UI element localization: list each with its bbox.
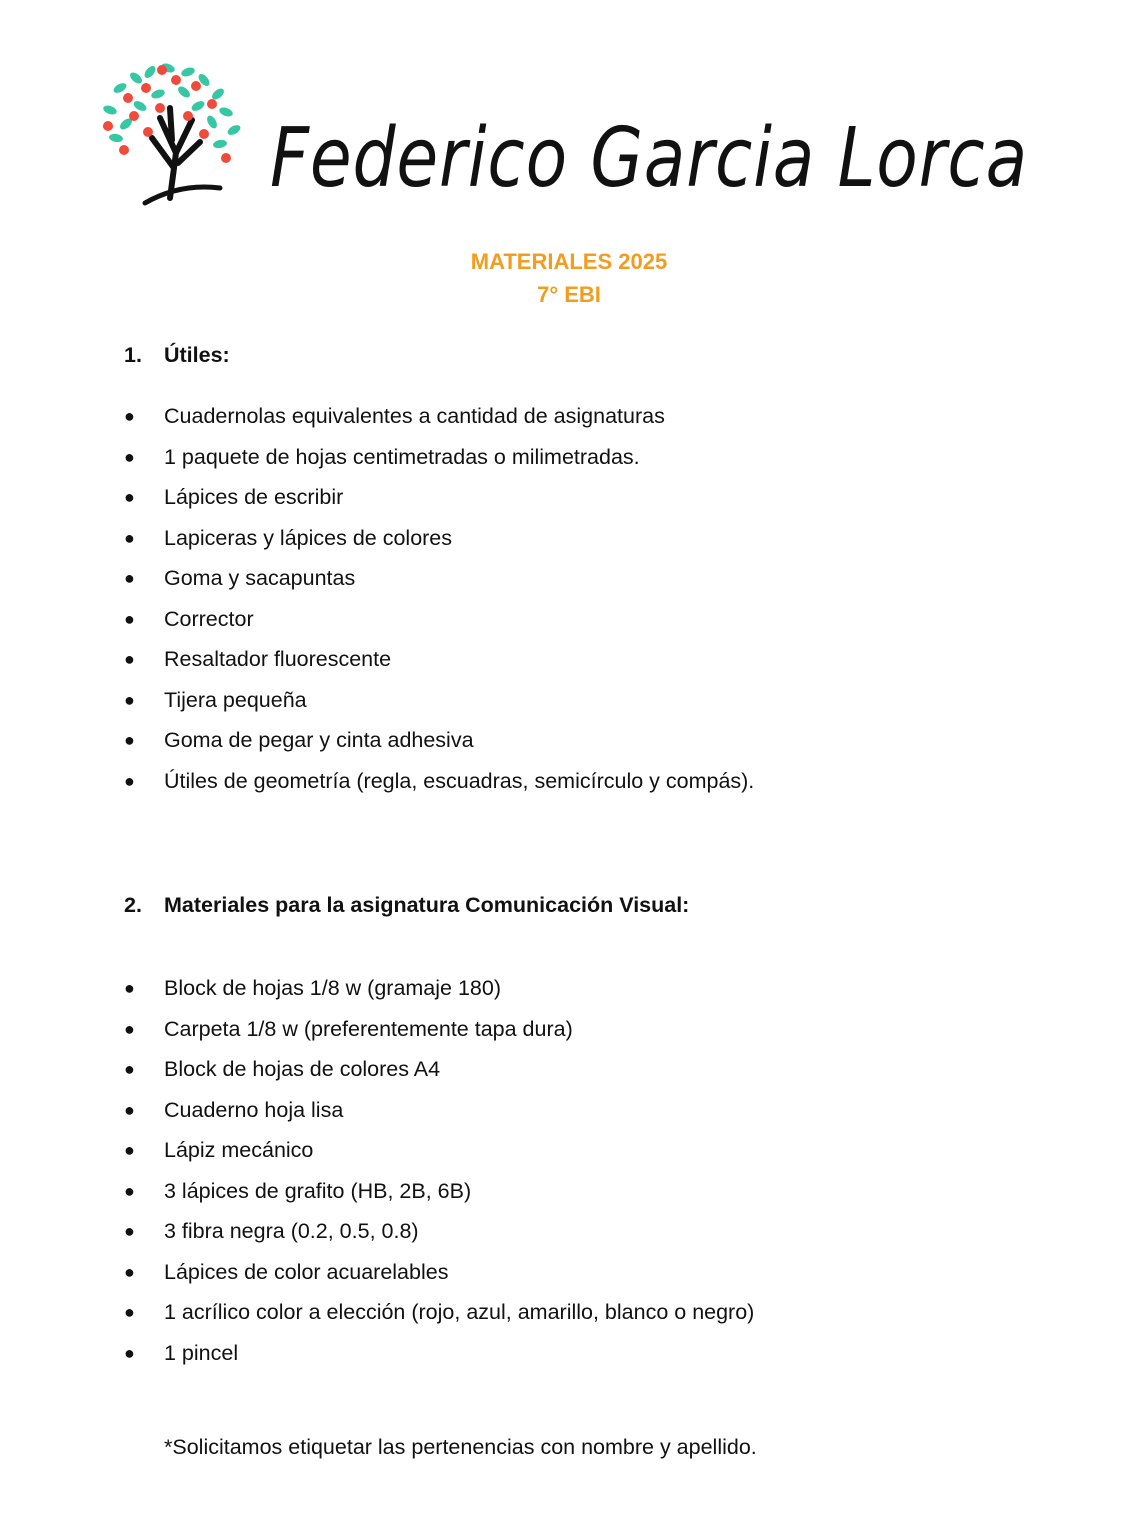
list-item: ● 1 pincel xyxy=(124,1338,754,1379)
list-item: ● Útiles de geometría (regla, escuadras, semicírculo y compás). xyxy=(124,766,754,807)
bullet-icon: ● xyxy=(124,487,135,507)
list-item: ● 1 acrílico color a elección (rojo, azul, amarillo, blanco o negro) xyxy=(124,1297,754,1338)
bullet-icon: ● xyxy=(124,568,135,588)
bullet-icon: ● xyxy=(124,608,135,629)
list-item: ● Resaltador fluorescente xyxy=(124,644,754,685)
bullet-icon: ● xyxy=(124,446,135,467)
bullet-icon: ● xyxy=(124,1221,135,1241)
list-item: ● Goma y sacapuntas xyxy=(124,563,754,604)
list-item: ● Tijera pequeña xyxy=(124,685,754,726)
section-2-heading xyxy=(124,890,689,920)
list-item: ● Corrector xyxy=(124,604,754,645)
section-1-list xyxy=(124,401,754,806)
section-2-list xyxy=(124,973,754,1378)
document-header xyxy=(0,245,1138,311)
list-item: ● Cuaderno hoja lisa xyxy=(124,1095,754,1136)
bullet-icon: ● xyxy=(124,1099,135,1120)
section-1-title: Útiles: xyxy=(164,343,230,367)
document-title: MATERIALES 2025 xyxy=(470,249,668,274)
bullet-icon: ● xyxy=(124,978,135,998)
bullet-icon: ● xyxy=(124,1342,135,1363)
bullet-icon: ● xyxy=(124,1302,135,1322)
list-item: ● Lápices de escribir xyxy=(124,482,754,523)
bullet-icon: ● xyxy=(124,1059,135,1079)
school-logo xyxy=(100,58,1040,218)
list-item: ● Goma de pegar y cinta adhesiva xyxy=(124,725,754,766)
bullet-icon: ● xyxy=(124,1180,135,1201)
labeling-note: *Solicitamos etiquetar las pertenencias con nombre y apellido. xyxy=(164,1435,757,1459)
list-item: ● 1 paquete de hojas centimetradas o milimetradas. xyxy=(124,442,754,483)
list-item: ● Lápiz mecánico xyxy=(124,1135,754,1176)
bullet-icon: ● xyxy=(124,1018,135,1039)
bullet-icon: ● xyxy=(124,1261,135,1282)
bullet-icon: ● xyxy=(124,406,135,426)
bullet-icon: ● xyxy=(124,770,135,791)
list-item: ● Cuadernolas equivalentes a cantidad de asignaturas xyxy=(124,401,754,442)
section-2-title: Materiales para la asignatura Comunicación Visual: xyxy=(164,893,690,917)
list-item: ● 3 fibra negra (0.2, 0.5, 0.8) xyxy=(124,1216,754,1257)
list-item: ● Block de hojas 1/8 w (gramaje 180) xyxy=(124,973,754,1014)
tree-icon xyxy=(102,62,242,203)
grade-label: 7° EBI xyxy=(537,282,601,307)
section-2-number: 2. xyxy=(124,893,142,917)
list-item: ● Lapiceras y lápices de colores xyxy=(124,523,754,564)
section-1-number: 1. xyxy=(124,343,142,367)
list-item: ● Block de hojas de colores A4 xyxy=(124,1054,754,1095)
bullet-icon: ● xyxy=(124,689,135,710)
bullet-icon: ● xyxy=(124,1140,135,1160)
list-item: ● Lápices de color acuarelables xyxy=(124,1257,754,1298)
list-item: ● 3 lápices de grafito (HB, 2B, 6B) xyxy=(124,1176,754,1217)
logo-text: Federico Garcia Lorca xyxy=(270,111,1028,206)
list-item: ● Carpeta 1/8 w (preferentemente tapa dura) xyxy=(124,1014,754,1055)
section-1-heading xyxy=(124,340,230,370)
bullet-icon: ● xyxy=(124,527,135,548)
bullet-icon: ● xyxy=(124,730,135,750)
bullet-icon: ● xyxy=(124,649,135,669)
